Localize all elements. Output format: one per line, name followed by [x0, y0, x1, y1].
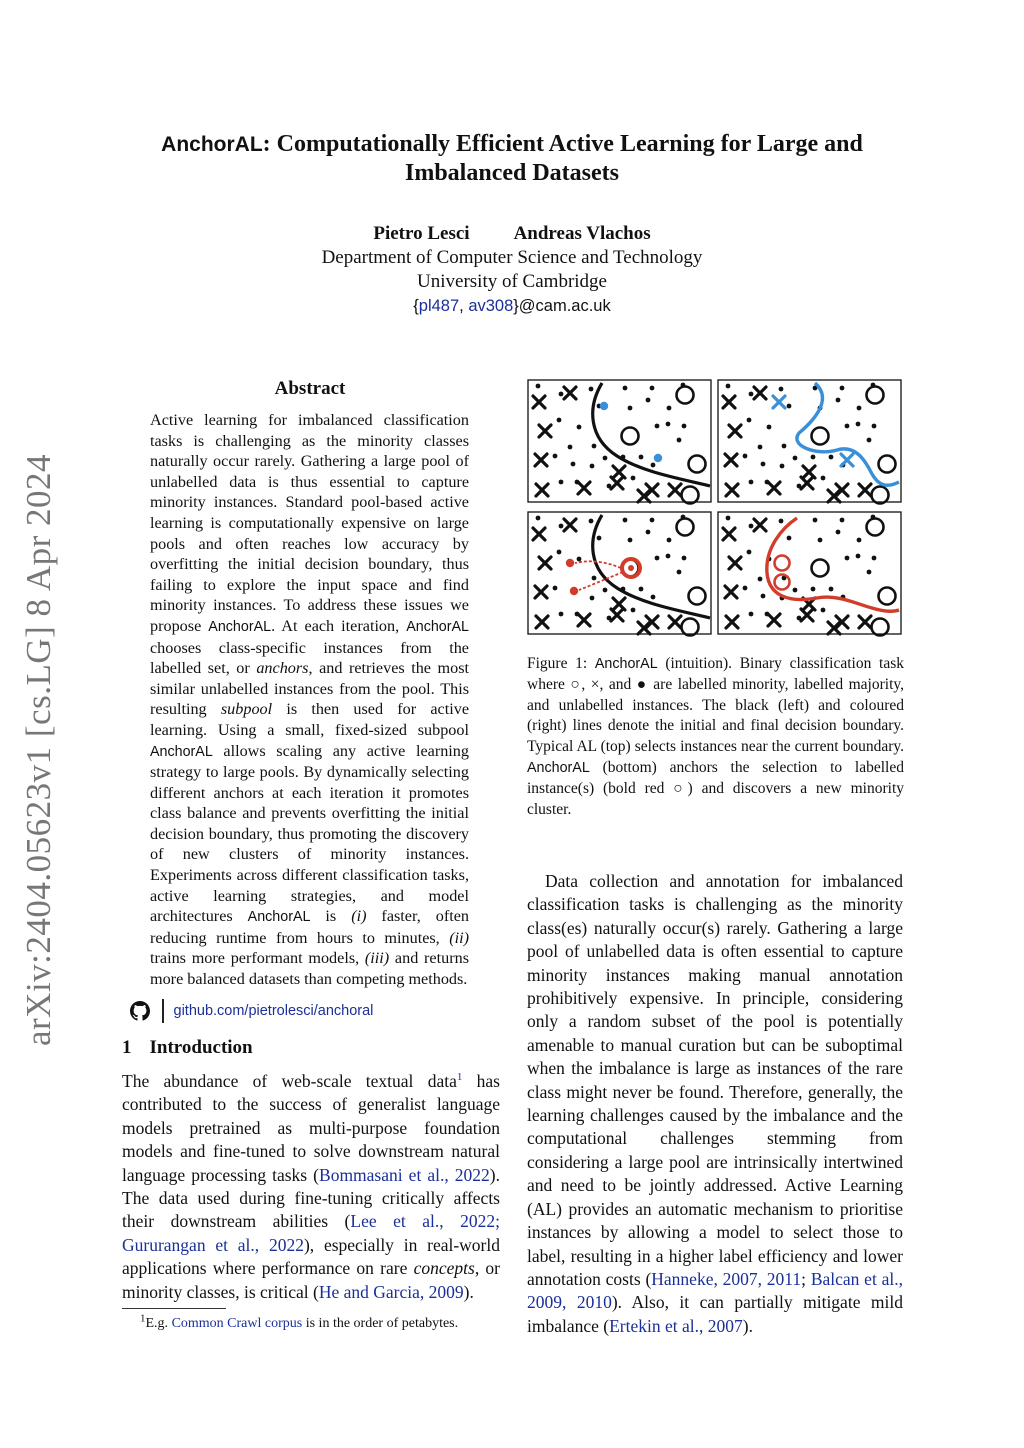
github-icon — [130, 1001, 150, 1021]
author-department: Department of Computer Science and Technology — [321, 247, 703, 268]
text-run: is then used for active learning. Using a small, fixed-sized subpool — [150, 700, 469, 739]
unlabelled-point — [666, 554, 671, 559]
text-run: E.g. — [145, 1316, 172, 1331]
labelled-minority-circle — [872, 487, 889, 504]
author-university: University of Cambridge — [417, 271, 607, 292]
unlabelled-point — [557, 550, 562, 555]
unlabelled-point — [840, 518, 845, 523]
unlabelled-point — [726, 516, 731, 521]
repo-link[interactable]: github.com/pietrolesci/anchoral — [173, 1003, 374, 1019]
labelled-majority-cross — [533, 396, 545, 408]
labelled-minority-circle — [867, 519, 884, 536]
emphasis: (iii) — [364, 949, 390, 968]
text-run: ; — [801, 1268, 811, 1289]
unlabelled-point — [631, 608, 636, 613]
unlabelled-point — [568, 445, 573, 450]
labelled-majority-cross — [859, 616, 871, 628]
text-run: , or minority classes, is critical ( — [122, 1258, 500, 1302]
citation-link[interactable]: Bommasani et al., 2022 — [319, 1164, 490, 1185]
unlabelled-point — [811, 587, 816, 592]
unlabelled-point — [836, 530, 841, 535]
unlabelled-point — [743, 586, 748, 591]
unlabelled-point — [559, 524, 564, 529]
unlabelled-point — [747, 550, 752, 555]
citation-link[interactable]: He and Garcia, 2009 — [318, 1281, 464, 1302]
labelled-minority-circle — [689, 588, 706, 605]
labelled-minority-circle — [812, 560, 829, 577]
labelled-majority-cross — [669, 616, 681, 628]
abstract-text — [150, 410, 469, 990]
unlabelled-point — [559, 612, 564, 617]
unlabelled-point — [571, 462, 576, 467]
unlabelled-point — [603, 456, 608, 461]
unlabelled-point — [628, 538, 633, 543]
unlabelled-point — [566, 559, 574, 567]
arxiv-sidebar — [14, 455, 64, 1045]
section-number: 1 — [122, 1037, 132, 1058]
text-run: has contributed to the success of generalist language models pretrained as multi-purpose foundation models and fine-tuned to solve downstream natural language processing tasks ( — [122, 1071, 500, 1185]
unlabelled-point — [655, 424, 660, 429]
unlabelled-point — [818, 538, 823, 543]
emphasis: (i) — [351, 907, 367, 926]
text-run: trains more performant models, — [150, 949, 365, 968]
system-name: AnchorAL — [247, 909, 311, 926]
author-name: Andreas Vlachos — [513, 223, 651, 244]
labelled-majority-cross — [611, 477, 623, 489]
unlabelled-point — [726, 384, 731, 389]
labelled-majority-cross — [723, 528, 735, 540]
unlabelled-point — [590, 596, 595, 601]
labelled-majority-cross — [801, 477, 813, 489]
citation-link[interactable]: Ertekin et al., 2007 — [609, 1315, 743, 1336]
unlabelled-point — [623, 518, 628, 523]
unlabelled-point — [811, 455, 816, 460]
text-run: faster, often reducing runtime from hours to minutes, — [150, 907, 469, 947]
unlabelled-point — [749, 392, 754, 397]
email-brace: { — [413, 297, 419, 315]
unlabelled-point — [682, 424, 687, 429]
citation-link[interactable]: Lee et al., 2022; Gururangan et al., 2022 — [122, 1211, 500, 1255]
unlabelled-point — [592, 444, 597, 449]
unlabelled-point — [761, 462, 766, 467]
labelled-majority-cross — [726, 616, 738, 628]
labelled-majority-cross — [768, 614, 780, 626]
labelled-majority-cross — [859, 484, 871, 496]
unlabelled-point — [787, 536, 792, 541]
unlabelled-point — [840, 386, 845, 391]
labelled-majority-cross — [754, 519, 766, 531]
unlabelled-point — [793, 456, 798, 461]
unlabelled-point — [646, 530, 651, 535]
labelled-minority-circle — [775, 556, 790, 571]
system-name: AnchorAL — [208, 618, 272, 635]
system-name: AnchorAL — [150, 743, 213, 760]
unlabelled-point — [650, 386, 655, 391]
unlabelled-point — [821, 608, 826, 613]
unlabelled-point — [829, 587, 834, 592]
unlabelled-point — [749, 480, 754, 485]
unlabelled-point — [628, 406, 633, 411]
unlabelled-point — [597, 536, 602, 541]
figure-1-illustration — [527, 378, 904, 638]
citation-link[interactable]: Balcan et al., 2009, 2010 — [527, 1268, 903, 1313]
labelled-majority-cross — [773, 396, 785, 408]
text-run: Data collection and annotation for imbalanced classification tasks is challenging as the minority class(es) naturally occur(s) rarely. Gathering a large pool of unlabelled data is often essential to capture minority instances making manual annotation prohibitively expensive. In principle, considering only a random subset of the pool is potentially amenable to manual curation but can be suboptimal when the imbalance is large as instances of the rare class might never be found. Therefore, generally, the learning challenges caused by the imbalance and the computational challenges stemming from considering a large pool are intrinsically intertwined and need to be jointly addressed. Active Learning (AL) provides an automatic mechanism to prioritise instances by allowing a model to select those to label, resulting in a higher label efficiency and lower annotation costs ( — [527, 871, 903, 1289]
labelled-majority-cross — [841, 454, 853, 466]
emphasis: anchors — [256, 659, 309, 678]
labelled-majority-cross — [535, 454, 547, 466]
unlabelled-point — [557, 418, 562, 423]
text-run: , and retrieves the most similar unlabelled instances from the pool. This resulting — [150, 659, 469, 719]
system-name: AnchorAL — [527, 759, 590, 776]
labelled-minority-circle — [682, 619, 699, 636]
unlabelled-point — [867, 438, 872, 443]
labelled-majority-cross — [729, 425, 741, 437]
unlabelled-point — [577, 425, 582, 430]
unlabelled-point — [553, 454, 558, 459]
unlabelled-point — [821, 476, 826, 481]
abstract-heading: Abstract — [274, 378, 346, 399]
intro-paragraph-right — [527, 870, 903, 1338]
intro-paragraph — [122, 1070, 500, 1304]
unlabelled-point — [767, 425, 772, 430]
labelled-minority-circle — [867, 387, 884, 404]
unlabelled-point — [813, 518, 818, 523]
author-name: Pietro Lesci — [373, 223, 470, 244]
unlabelled-point — [872, 556, 877, 561]
text-run: chooses class-specific instances from the labelled set, or — [150, 638, 469, 678]
unlabelled-point — [856, 554, 861, 559]
unlabelled-point — [749, 612, 754, 617]
emphasis: (ii) — [449, 928, 469, 947]
unlabelled-point — [639, 587, 644, 592]
citation-link[interactable]: Hanneke, 2007, 2011 — [651, 1268, 802, 1289]
labelled-majority-cross — [611, 609, 623, 621]
caption-label: Figure 1: — [527, 655, 595, 672]
unlabelled-point — [589, 519, 594, 524]
section-title: Introduction — [149, 1037, 253, 1058]
unlabelled-point — [845, 556, 850, 561]
unlabelled-point — [780, 464, 785, 469]
unlabelled-point — [639, 455, 644, 460]
unlabelled-point — [592, 576, 597, 581]
unlabelled-point — [536, 516, 541, 521]
emphasis: subpool — [220, 700, 273, 719]
text-run: ). — [742, 1315, 753, 1336]
labelled-minority-circle — [682, 487, 699, 504]
unlabelled-point — [779, 519, 784, 524]
title-system-name: AnchorAL — [161, 133, 263, 156]
unlabelled-point — [646, 398, 651, 403]
unlabelled-point — [559, 480, 564, 485]
labelled-majority-cross — [536, 484, 548, 496]
text-run: and returns more balanced datasets than competing methods. — [150, 949, 469, 989]
text-run: . At each iteration, — [271, 616, 407, 635]
labelled-majority-cross — [578, 614, 590, 626]
unlabelled-point — [856, 422, 861, 427]
author-email — [0, 294, 1024, 318]
text-run: is — [310, 907, 352, 926]
unlabelled-point — [682, 556, 687, 561]
arxiv-id: arXiv:2404.05623v1 [cs.LG] 8 Apr 2024 — [19, 453, 58, 1047]
email-link[interactable]: av308 — [468, 297, 514, 315]
unlabelled-point — [651, 463, 656, 468]
unlabelled-point — [553, 586, 558, 591]
divider — [162, 999, 164, 1023]
labelled-majority-cross — [725, 586, 737, 598]
unlabelled-point — [787, 404, 792, 409]
labelled-minority-circle — [812, 428, 829, 445]
labelled-minority-circle — [689, 456, 706, 473]
labelled-majority-cross — [539, 557, 551, 569]
email-separator: , — [459, 297, 469, 315]
labelled-majority-cross — [729, 557, 741, 569]
labelled-minority-circle — [879, 588, 896, 605]
labelled-majority-cross — [564, 387, 576, 399]
labelled-minority-circle — [879, 456, 896, 473]
unlabelled-point — [749, 524, 754, 529]
labelled-majority-cross — [669, 484, 681, 496]
text-run: Active learning for imbalanced classification tasks is challenging as the minority classes naturally occur rarely. Gathering a large pool of unlabelled data is thus essential to capture minority instances. Standard pool-based active learning is computationally expensive on large pools and often reaches low accuracy by overfitting the initial decision boundary, thus failing to explore the input space and find minority instances. To address these issues we propose — [150, 411, 469, 635]
unlabelled-point — [782, 444, 787, 449]
system-name: AnchorAL — [406, 618, 470, 635]
unlabelled-point — [570, 587, 578, 595]
labelled-majority-cross — [726, 484, 738, 496]
labelled-majority-cross — [768, 482, 780, 494]
text-run: (bottom) anchors the selection to labelled instance(s) (bold red ○) and discovers a new minority cluster. — [527, 758, 904, 818]
unlabelled-point — [758, 445, 763, 450]
labelled-majority-cross — [536, 616, 548, 628]
unlabelled-point — [793, 588, 798, 593]
labelled-majority-cross — [578, 482, 590, 494]
repo-link-row — [130, 997, 373, 1025]
anchor-center — [628, 565, 634, 571]
labelled-majority-cross — [725, 454, 737, 466]
unlabelled-point — [743, 454, 748, 459]
labelled-majority-cross — [535, 586, 547, 598]
author-block — [0, 222, 1024, 318]
unlabelled-point — [758, 577, 763, 582]
unlabelled-point — [836, 398, 841, 403]
labelled-majority-cross — [801, 609, 813, 621]
footnote-rule — [122, 1308, 226, 1309]
footnote — [140, 1312, 459, 1333]
footnote-link[interactable]: Common Crawl corpus — [171, 1316, 303, 1331]
labelled-majority-cross — [539, 425, 551, 437]
text-run: allows scaling any active learning strategy to large pools. By dynamically selecting different anchors at each iteration it promotes class balance and prevents overfitting the initial decision boundary, thus promoting the discovery of new clusters of minority instances. Experiments across different classification tasks, active learning strategies, and model architectures — [150, 741, 469, 926]
footnote-number: 1 — [140, 1312, 146, 1325]
unlabelled-point — [761, 594, 766, 599]
unlabelled-point — [655, 556, 660, 561]
unlabelled-point — [631, 476, 636, 481]
unlabelled-point — [654, 454, 662, 462]
unlabelled-point — [600, 402, 608, 410]
unlabelled-point — [677, 438, 682, 443]
title-line1: : Computationally Efficient Active Learning for Large and — [262, 131, 863, 157]
email-link[interactable]: pl487 — [418, 297, 460, 315]
figure-caption — [527, 654, 904, 820]
unlabelled-point — [867, 570, 872, 575]
footnote-marker[interactable]: 1 — [456, 1071, 463, 1084]
unlabelled-point — [829, 455, 834, 460]
unlabelled-point — [650, 518, 655, 523]
unlabelled-point — [559, 392, 564, 397]
unlabelled-point — [667, 406, 672, 411]
system-name: AnchorAL — [594, 656, 658, 672]
unlabelled-point — [845, 424, 850, 429]
unlabelled-point — [536, 384, 541, 389]
section-heading — [122, 1037, 253, 1059]
labelled-minority-circle — [872, 619, 889, 636]
unlabelled-point — [747, 418, 752, 423]
unlabelled-point — [779, 387, 784, 392]
text-run: (intuition). Binary classification task where ○, ×, and ● are labelled minority, labelled majority, and unlabelled instances. The black (left) and coloured (right) lines denote the initial and final decision boundary. Typical AL (top) selects instances near the current boundary. — [527, 655, 904, 756]
unlabelled-point — [666, 422, 671, 427]
emphasis: concepts — [413, 1258, 475, 1279]
labelled-minority-circle — [622, 428, 639, 445]
labelled-majority-cross — [754, 387, 766, 399]
labelled-majority-cross — [723, 396, 735, 408]
unlabelled-point — [603, 588, 608, 593]
paper-title — [100, 130, 924, 188]
labelled-minority-circle — [677, 519, 694, 536]
unlabelled-point — [623, 386, 628, 391]
unlabelled-point — [667, 538, 672, 543]
unlabelled-point — [857, 406, 862, 411]
email-domain: }@cam.ac.uk — [513, 297, 611, 315]
text-run: ). — [463, 1281, 474, 1302]
text-run: is in the order of petabytes. — [302, 1316, 459, 1331]
text-run: ). The data used during fine-tuning critically affects their downstream abilities ( — [122, 1164, 500, 1232]
title-line2: Imbalanced Datasets — [405, 160, 619, 186]
text-run: ), especially in real-world applications where performance on rare — [122, 1234, 500, 1279]
unlabelled-point — [677, 570, 682, 575]
labelled-majority-cross — [564, 519, 576, 531]
unlabelled-point — [577, 557, 582, 562]
unlabelled-point — [651, 595, 656, 600]
text-run: ). Also, it can partially mitigate mild imbalance ( — [527, 1292, 903, 1336]
unlabelled-point — [857, 538, 862, 543]
unlabelled-point — [590, 464, 595, 469]
unlabelled-point — [589, 387, 594, 392]
labelled-majority-cross — [533, 528, 545, 540]
text-run: The abundance of web-scale textual data — [122, 1071, 457, 1091]
unlabelled-point — [872, 424, 877, 429]
labelled-minority-circle — [677, 387, 694, 404]
